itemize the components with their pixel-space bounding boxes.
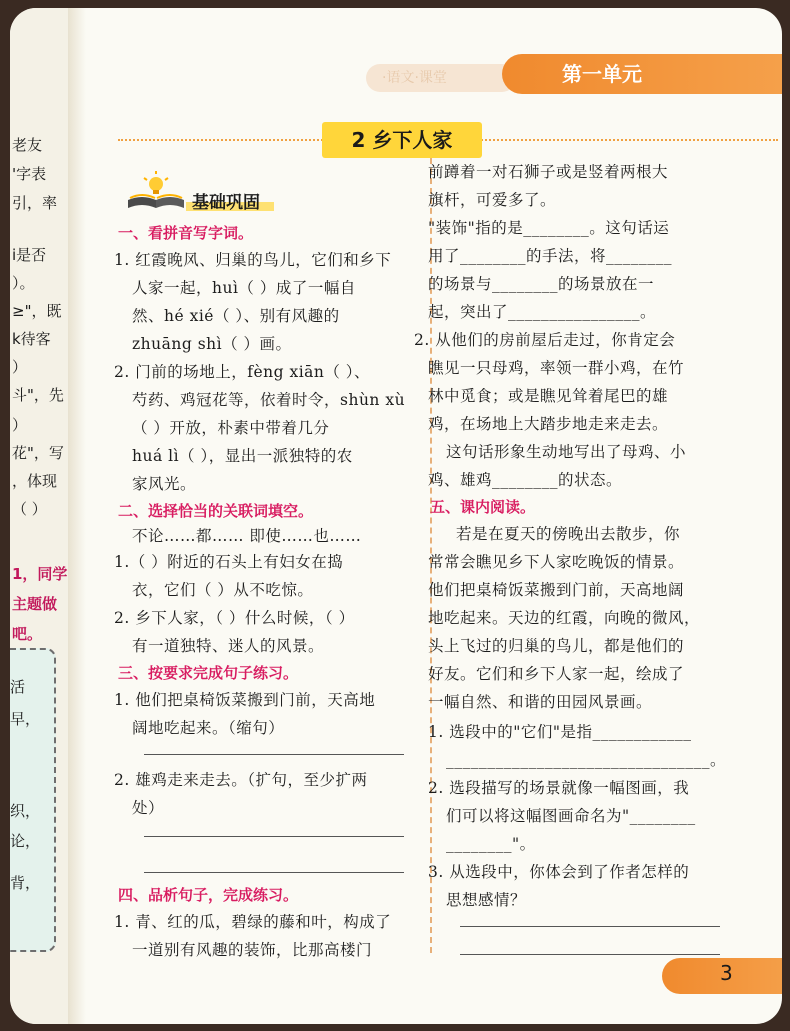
reading-passage-line: 一幅自然、和谐的田园风景画。	[428, 693, 653, 711]
exercise-line: ________"。	[446, 835, 536, 853]
exercise-line: 1. 青、红的瓜，碧绿的藤和叶，构成了	[114, 913, 392, 931]
exercise-line: 2. 雄鸡走来走去。（扩句，至少扩两	[114, 771, 368, 789]
exercise-line: 不论……都…… 即使……也……	[132, 527, 362, 545]
exercise-line: 1.（ ）附近的石头上有妇女在捣	[114, 553, 344, 571]
exercise-line: 2. 从他们的房前屋后走过，你肯定会	[414, 331, 676, 349]
answer-blank-line[interactable]	[144, 836, 404, 837]
previous-page-edge	[10, 8, 73, 1024]
left-margin-text: '字表	[12, 165, 47, 183]
left-margin-pink-text: 主题做	[12, 595, 58, 613]
left-margin-text: （ ）	[12, 500, 47, 518]
exercise-line: 处）	[132, 799, 165, 817]
exercise-line: 2. 门前的场地上，fèng xiān（ ）、	[114, 363, 371, 381]
left-page-dashed-box	[10, 648, 56, 952]
exercise-line: 1. 他们把桌椅饭菜搬到门前，天高地	[114, 691, 376, 709]
exercise-line: ________________________________。	[446, 751, 727, 769]
exercise-line: 2. 乡下人家，（ ）什么时候，（ ）	[114, 609, 355, 627]
left-box-text: 早，	[10, 710, 41, 728]
left-box-text: 论，	[10, 832, 41, 850]
left-margin-text: ）	[12, 416, 28, 434]
exercise-line: 林中觅食；或是瞧见耸着尾巴的雄	[428, 387, 669, 405]
exercise-line: 2. 选段描写的场景就像一幅图画，我	[428, 779, 690, 797]
page-number: 3	[720, 961, 733, 985]
open-book-lightbulb-icon	[124, 170, 188, 210]
left-margin-text: ，体现	[12, 472, 58, 490]
answer-blank-line[interactable]	[460, 926, 720, 927]
left-box-text: 织，	[10, 802, 41, 820]
exercise-line: "装饰"指的是________。这句话运	[428, 219, 670, 237]
workbook-page	[10, 8, 782, 1024]
left-margin-text: ≥"，既	[12, 302, 62, 320]
exercise-heading: 五、课内阅读。	[430, 498, 536, 516]
exercise-line: 1. 红霞晚风、归巢的鸟儿，它们和乡下	[114, 251, 392, 269]
exercise-line: 3. 从选段中，你体会到了作者怎样的	[428, 863, 690, 881]
exercise-line: 人家一起，huì（ ）成了一幅自	[132, 279, 356, 297]
exercise-line: 鸡、雄鸡________的状态。	[428, 471, 623, 489]
unit-title-banner: 第一单元	[502, 54, 782, 94]
exercise-line: 用了________的手法，将________	[428, 247, 673, 265]
left-margin-text: 引，率	[12, 194, 58, 212]
left-margin-pink-text: 吧。	[12, 625, 43, 643]
answer-blank-line[interactable]	[144, 872, 404, 873]
reading-passage-line: 他们把桌椅饭菜搬到门前，天高地阔	[428, 581, 685, 599]
reading-passage-line: 常常会瞧见乡下人家吃晚饭的情景。	[428, 553, 685, 571]
left-margin-text: k待客	[12, 330, 51, 348]
exercise-line: 起，突出了________________。	[428, 303, 657, 321]
reading-passage-line: 地吃起来。天边的红霞，向晚的微风，	[428, 609, 701, 627]
exercise-line: （ ）开放，朴素中带着几分	[132, 419, 330, 437]
exercise-line: 然、hé xié（ ）、别有风趣的	[132, 307, 340, 325]
book-spine-shadow	[68, 8, 86, 1024]
exercise-heading: 一、看拼音写字词。	[118, 224, 254, 242]
left-margin-pink-text: 1，同学	[12, 565, 68, 583]
exercise-line: 家风光。	[132, 475, 197, 493]
exercise-line: 思想感情？	[446, 891, 527, 909]
exercise-line: 的场景与________的场景放在一	[428, 275, 655, 293]
exercise-line: 一道别有风趣的装饰，比那高楼门	[132, 941, 373, 959]
exercise-line: 们可以将这幅图画命名为"________	[446, 807, 696, 825]
exercise-line: 鸡，在场地上大踏步地走来走去。	[428, 415, 669, 433]
left-margin-text: ）。	[12, 274, 35, 292]
answer-blank-line[interactable]	[144, 754, 404, 755]
lesson-title: 2 乡下人家	[322, 122, 482, 158]
faint-header-tab: ·语文·课堂	[366, 64, 516, 92]
left-margin-text: 斗"，先	[12, 386, 64, 404]
exercise-line: 衣，它们（ ）从不吃惊。	[132, 581, 314, 599]
exercise-line: 前蹲着一对石狮子或是竖着两根大	[428, 163, 669, 181]
exercise-line: zhuāng shì（ ）画。	[132, 335, 292, 353]
reading-passage-line: 若是在夏天的傍晚出去散步，你	[456, 525, 681, 543]
exercise-line: 有一道独特、迷人的风景。	[132, 637, 325, 655]
exercise-heading: 二、选择恰当的关联词填空。	[118, 502, 314, 520]
left-box-text: 背，	[10, 874, 41, 892]
exercise-line: huá lì（ ），显出一派独特的农	[132, 447, 353, 465]
exercise-line: 芍药、鸡冠花等，依着时令，shùn xù	[132, 391, 406, 409]
exercise-line: 这句话形象生动地写出了母鸡、小	[446, 443, 687, 461]
left-margin-text: ）	[12, 358, 28, 376]
reading-passage-line: 好友。它们和乡下人家一起，绘成了	[428, 665, 685, 683]
left-margin-text: 老友	[12, 136, 43, 154]
exercise-line: 瞧见一只母鸡，率领一群小鸡，在竹	[428, 359, 685, 377]
exercise-heading: 三、按要求完成句子练习。	[118, 664, 299, 682]
left-margin-text: 花"，写	[12, 444, 64, 462]
exercise-heading: 四、品析句子，完成练习。	[118, 886, 299, 904]
answer-blank-line[interactable]	[460, 954, 720, 955]
exercise-line: 旗杆，可爱多了。	[428, 191, 557, 209]
left-box-text: 活	[10, 678, 26, 696]
left-margin-text: i是否	[12, 246, 47, 264]
exercise-line: 阔地吃起来。（缩句）	[132, 719, 285, 737]
section-title: 基础巩固	[192, 193, 260, 213]
reading-passage-line: 头上飞过的归巢的鸟儿，都是他们的	[428, 637, 685, 655]
exercise-line: 1. 选段中的"它们"是指____________	[428, 723, 692, 741]
